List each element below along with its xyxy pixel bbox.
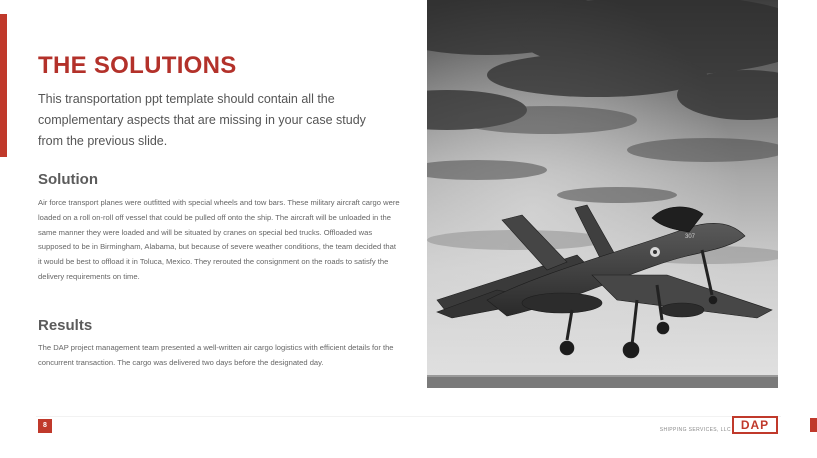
accent-bar: [0, 14, 7, 157]
solution-heading: Solution: [38, 171, 98, 188]
dap-logo: [732, 416, 778, 434]
results-body: The DAP project management team presented a well-written air cargo logistics with efficient details for the concurrent transaction. The cargo was delivered two days before the designated day.: [38, 343, 394, 367]
fighter-jet-photo: [427, 0, 778, 388]
accent-tab: [810, 418, 817, 432]
slide-title: THE SOLUTIONS: [38, 52, 237, 79]
company-name: SHIPPING SERVICES, LLC: [659, 427, 731, 433]
page-number: 8: [38, 419, 52, 433]
tail-number: 307: [685, 234, 696, 240]
logo-text: DAP: [740, 418, 770, 432]
footer-divider: [36, 416, 781, 417]
solution-body: Air force transport planes were outfitted with special wheels and tow bars. These military aircraft cargo were loaded on a roll on-roll off vessel that could be pulled off onto the ship. The aircraft will be unloaded in the same manner they were loaded and will be situated by cranes on special bed trucks. Offloaded was supposed to be in Birmingham, Alabama, but because of severe weather conditions, the team decided that it would be best to offload it in Toluca, Mexico. They rerouted the consignment on the roads to satisfy the delivery requirements on time.: [38, 198, 400, 281]
intro-text: This transportation ppt template should contain all the complementary aspects that are missing in your case study from the previous slide.: [38, 92, 366, 148]
results-heading: Results: [38, 317, 93, 334]
